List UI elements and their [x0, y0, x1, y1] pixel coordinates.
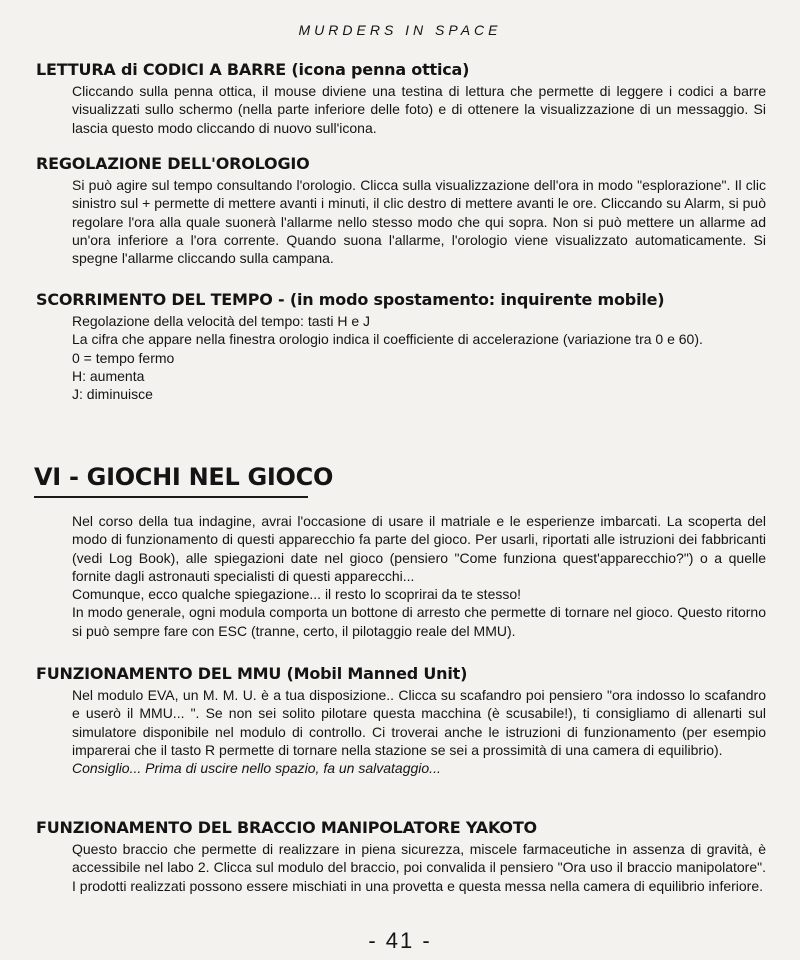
paragraph: Nel modulo EVA, un M. M. U. è a tua disposizione.. Clicca su scafandro poi pensiero "ora indosso lo scafandro e userò il MMU... ". Se non sei solito pilotare questa macchina (è scusabile!), ti consigliamo di allenarti sul simulatore disponibile nel modulo di controllo. Ci troverai anche le istruzioni di funzionamento (per esempio imparerai che il tasto R permette di tornare nella stazione se sei a prossimità di una camera di equilibrio). — [72, 687, 766, 758]
section-body — [72, 840, 766, 895]
paragraph: Comunque, ecco qualche spiegazione... il resto lo scoprirai da te stesso! — [72, 586, 522, 603]
paragraph: Cliccando sulla penna ottica, il mouse diviene una testina di lettura che permette di leggere i codici a barre visualizzati sullo schermo (nella parte inferiore delle foto) e di ottenere la visualizzazione di un messaggio. Si lascia questo modo cliccando di nuovo sull'icona. — [72, 83, 766, 136]
section-clock-setting — [36, 154, 766, 267]
section-body — [72, 512, 766, 640]
section-title: FUNZIONAMENTO DEL MMU (Mobil Manned Unit) — [36, 664, 468, 683]
paragraph: In modo generale, ogni modula comporta un bottone di arresto che permette di tornare nel gioco. Questo ritorno si può sempre fare con ESC (tranne, certo, il pilotaggio reale del MMU). — [72, 604, 766, 639]
paragraph: Si può agire sul tempo consultando l'orologio. Clicca sulla visualizzazione dell'ora in modo "esplorazione". Il clic sinistro sul + permette di mettere avanti i minuti, il clic destro di mettere avanti le ore. Cliccando su Alarm, si può regolare l'ora alla quale suonerà l'allarme nello stesso modo che qui sopra. Non si può mettere un allarme ad un'ora inferiore a l'ora corrente. Quando suona l'allarme, l'orologio viene visualizzato automaticamente. Si spegne l'allarme cliccando sulla campana. — [72, 177, 766, 267]
list-item: 0 = tempo fermo — [72, 349, 175, 366]
chapter-title-underline — [34, 496, 308, 498]
section-title: SCORRIMENTO DEL TEMPO - (in modo spostamento: inquirente mobile) — [36, 290, 665, 309]
section-title: REGOLAZIONE DELL'OROLOGIO — [36, 154, 310, 173]
paragraph: Nel corso della tua indagine, avrai l'occasione di usare il matriale e le esperienze imbarcati. La scoperta del modo di funzionamento di questi apparecchio fa parte del gioco. Per usarli, riportati alle istruzioni dei fabbricanti (vedi Log Book), alle spiegazioni date nel gioco (pensiero "Come funziona quest'apparecchio?") o a quelle fornite dagli astronauti specialisti di questi apparecchi... — [72, 513, 766, 584]
section-body — [72, 82, 766, 137]
section-games-in-game — [36, 512, 766, 640]
section-bar-code-reading — [36, 60, 766, 137]
section-robot-arm-operation — [36, 818, 766, 895]
section-body — [72, 312, 766, 403]
section-mmu-operation — [36, 664, 766, 777]
tip-text: Consiglio... Prima di uscire nello spazio, fa un salvataggio... — [72, 760, 441, 777]
running-header: MURDERS IN SPACE — [298, 22, 502, 38]
paragraph: La cifra che appare nella finestra orologio indica il coefficiente di accelerazione (variazione tra 0 e 60). — [72, 331, 703, 348]
chapter-title: VI - GIOCHI NEL GIOCO — [34, 463, 334, 491]
list-item: J: diminuisce — [72, 386, 153, 403]
paragraph: Regolazione della velocità del tempo: tasti H e J — [72, 313, 371, 329]
section-body — [72, 176, 766, 267]
section-title: FUNZIONAMENTO DEL BRACCIO MANIPOLATORE YAKOTO — [36, 818, 537, 837]
section-title: LETTURA di CODICI A BARRE (icona penna ottica) — [36, 60, 470, 79]
paragraph: Questo braccio che permette di realizzare in piena sicurezza, miscele farmaceutiche in assenza di gravità, è accessibile nel labo 2. Clicca sul modulo del braccio, poi convalida il pensiero "Ora uso il braccio manipolatore". I prodotti realizzati possono essere mischiati in una provetta e questa messa nella camera di equilibrio inferiore. — [72, 841, 766, 894]
page-number: - 41 - — [368, 928, 432, 953]
section-time-flow — [36, 290, 766, 403]
list-item: H: aumenta — [72, 367, 145, 384]
section-body — [72, 686, 766, 777]
